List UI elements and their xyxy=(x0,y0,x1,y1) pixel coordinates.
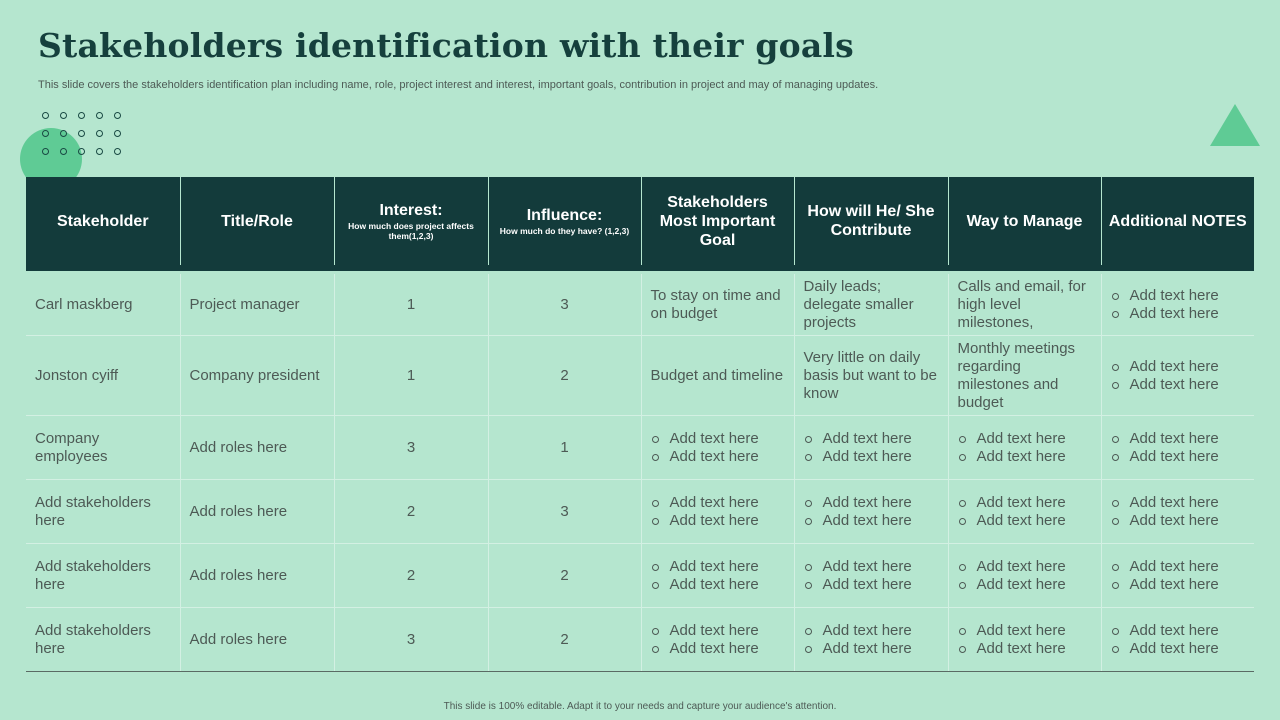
bullet-item: Add text here xyxy=(804,622,939,640)
influence-cell: 3 xyxy=(488,480,641,544)
bullet-list xyxy=(1111,287,1246,323)
role-cell: Company president xyxy=(180,336,334,416)
bullet-item: Add text here xyxy=(1111,448,1246,466)
bullet-list xyxy=(804,430,939,466)
bullet-item: Add text here xyxy=(804,640,939,658)
manage-cell: Monthly meetings regarding milestones and budget xyxy=(948,336,1101,416)
bullet-list xyxy=(1111,494,1246,530)
notes-cell xyxy=(1101,416,1254,480)
decorative-triangle xyxy=(1210,104,1260,146)
stakeholder-cell: Add stakeholders here xyxy=(26,480,180,544)
bullet-list xyxy=(1111,430,1246,466)
bullet-list xyxy=(651,494,785,530)
page-title: Stakeholders identification with their goals xyxy=(38,26,854,65)
bullet-item: Add text here xyxy=(958,494,1092,512)
bullet-item: Add text here xyxy=(1111,622,1246,640)
bullet-list xyxy=(1111,622,1246,658)
bullet-list xyxy=(804,494,939,530)
bullet-item: Add text here xyxy=(804,494,939,512)
bullet-item: Add text here xyxy=(651,558,785,576)
stakeholder-cell: Company employees xyxy=(26,416,180,480)
bullet-item: Add text here xyxy=(651,430,785,448)
role-cell: Add roles here xyxy=(180,608,334,672)
column-header-stakeholder: Stakeholder xyxy=(26,177,180,268)
goal-cell xyxy=(641,608,794,672)
influence-cell: 2 xyxy=(488,544,641,608)
stakeholder-cell: Add stakeholders here xyxy=(26,608,180,672)
influence-cell: 1 xyxy=(488,416,641,480)
bullet-item: Add text here xyxy=(1111,376,1246,394)
influence-cell: 3 xyxy=(488,273,641,336)
bullet-item: Add text here xyxy=(958,448,1092,466)
bullet-list xyxy=(1111,558,1246,594)
bullet-list xyxy=(651,430,785,466)
stakeholder-cell: Carl maskberg xyxy=(26,273,180,336)
footer-note: This slide is 100% editable. Adapt it to your needs and capture your audience's attention. xyxy=(443,701,837,712)
goal-cell xyxy=(641,544,794,608)
bullet-item: Add text here xyxy=(651,622,785,640)
bullet-item: Add text here xyxy=(651,512,785,530)
bullet-item: Add text here xyxy=(1111,512,1246,530)
notes-cell xyxy=(1101,608,1254,672)
table-row xyxy=(26,544,1254,608)
role-cell: Project manager xyxy=(180,273,334,336)
table-row xyxy=(26,480,1254,544)
bullet-list xyxy=(651,558,785,594)
bullet-list xyxy=(958,558,1092,594)
bullet-item: Add text here xyxy=(1111,576,1246,594)
bullet-list xyxy=(958,430,1092,466)
bullet-item: Add text here xyxy=(958,512,1092,530)
bullet-item: Add text here xyxy=(804,448,939,466)
bullet-item: Add text here xyxy=(1111,287,1246,305)
interest-cell: 1 xyxy=(334,273,488,336)
bullet-item: Add text here xyxy=(958,430,1092,448)
bullet-item: Add text here xyxy=(804,558,939,576)
notes-cell xyxy=(1101,544,1254,608)
bullet-item: Add text here xyxy=(958,558,1092,576)
table-row xyxy=(26,273,1254,336)
manage-cell xyxy=(948,480,1101,544)
goal-cell xyxy=(641,416,794,480)
bullet-item: Add text here xyxy=(651,494,785,512)
bullet-list xyxy=(804,558,939,594)
bullet-item: Add text here xyxy=(1111,640,1246,658)
notes-cell xyxy=(1101,336,1254,416)
contribute-cell xyxy=(794,608,948,672)
bullet-item: Add text here xyxy=(1111,358,1246,376)
contribute-cell xyxy=(794,544,948,608)
interest-cell: 3 xyxy=(334,416,488,480)
column-header-interest: Interest: How much does project affects them(1,2,3) xyxy=(334,177,488,268)
bullet-item: Add text here xyxy=(651,576,785,594)
bullet-item: Add text here xyxy=(651,640,785,658)
notes-cell xyxy=(1101,273,1254,336)
column-header-notes: Additional NOTES xyxy=(1101,177,1254,268)
column-header-influence-hint: How much do they have? (1,2,3) xyxy=(499,226,630,236)
contribute-cell xyxy=(794,480,948,544)
bullet-list xyxy=(1111,358,1246,394)
role-cell: Add roles here xyxy=(180,480,334,544)
role-cell: Add roles here xyxy=(180,544,334,608)
bullet-item: Add text here xyxy=(1111,558,1246,576)
goal-cell: Budget and timeline xyxy=(641,336,794,416)
bullet-list xyxy=(958,494,1092,530)
table-row xyxy=(26,608,1254,672)
interest-cell: 2 xyxy=(334,544,488,608)
stakeholder-table xyxy=(26,177,1254,672)
contribute-cell xyxy=(794,416,948,480)
table-header-row xyxy=(26,177,1254,268)
bullet-item: Add text here xyxy=(651,448,785,466)
interest-cell: 1 xyxy=(334,336,488,416)
bullet-item: Add text here xyxy=(1111,494,1246,512)
manage-cell xyxy=(948,608,1101,672)
notes-cell xyxy=(1101,480,1254,544)
bullet-list xyxy=(651,622,785,658)
column-header-interest-hint: How much does project affects them(1,2,3) xyxy=(348,221,474,241)
bullet-item: Add text here xyxy=(804,430,939,448)
bullet-list xyxy=(958,622,1092,658)
goal-cell xyxy=(641,480,794,544)
table-row xyxy=(26,416,1254,480)
manage-cell xyxy=(948,416,1101,480)
bullet-item: Add text here xyxy=(958,640,1092,658)
bullet-item: Add text here xyxy=(958,576,1092,594)
stakeholder-table-container xyxy=(26,177,1254,672)
manage-cell: Calls and email, for high level milestones, xyxy=(948,273,1101,336)
column-header-goal: Stakeholders Most Important Goal xyxy=(641,177,794,268)
manage-cell xyxy=(948,544,1101,608)
influence-cell: 2 xyxy=(488,336,641,416)
column-header-title-role: Title/Role xyxy=(180,177,334,268)
bullet-item: Add text here xyxy=(958,622,1092,640)
page-subtitle: This slide covers the stakeholders identification plan including name, role, project interest and interest, important goals, contribution in project and may of managing updates. xyxy=(38,79,879,91)
influence-cell: 2 xyxy=(488,608,641,672)
bullet-item: Add text here xyxy=(1111,430,1246,448)
bullet-item: Add text here xyxy=(1111,305,1246,323)
stakeholder-cell: Add stakeholders here xyxy=(26,544,180,608)
bullet-list xyxy=(804,622,939,658)
column-header-contribute: How will He/ She Contribute xyxy=(794,177,948,268)
role-cell: Add roles here xyxy=(180,416,334,480)
bullet-item: Add text here xyxy=(804,512,939,530)
column-header-influence: Influence: How much do they have? (1,2,3) xyxy=(488,177,641,268)
bullet-item: Add text here xyxy=(804,576,939,594)
stakeholder-cell: Jonston cyiff xyxy=(26,336,180,416)
column-header-manage: Way to Manage xyxy=(948,177,1101,268)
interest-cell: 3 xyxy=(334,608,488,672)
goal-cell: To stay on time and on budget xyxy=(641,273,794,336)
interest-cell: 2 xyxy=(334,480,488,544)
contribute-cell: Daily leads; delegate smaller projects xyxy=(794,273,948,336)
contribute-cell: Very little on daily basis but want to be know xyxy=(794,336,948,416)
table-row xyxy=(26,336,1254,416)
